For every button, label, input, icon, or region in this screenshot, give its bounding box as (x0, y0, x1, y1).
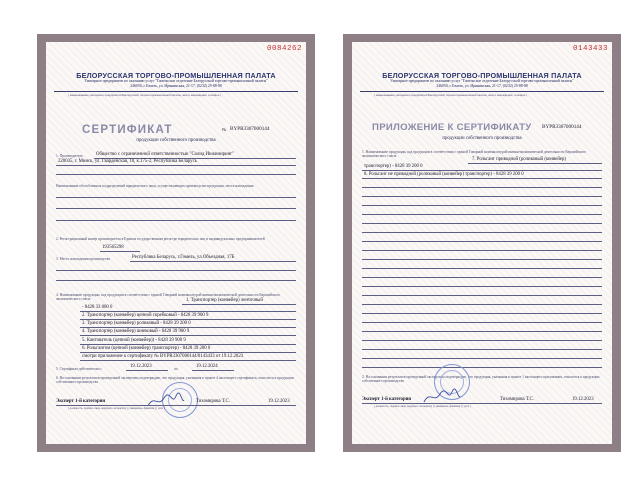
org-caption: ( наименование унитарного предприятия Белорусской торгово-промышленной палаты, место нахождения, телефон ) (68, 93, 222, 97)
blank-line-15 (362, 313, 602, 314)
appendix-item-8: 8. Рольганг не приводной (роликовый (конвейер) транспортер) - 8428 39 200 0 (364, 172, 524, 177)
blank-line-21 (362, 367, 602, 368)
appendix-line-1 (468, 163, 602, 164)
producer-address: 220035, г. Минск, ул. Гвардейская, 10, к.175-2, Республика Беларусь (58, 159, 197, 164)
blank-line-2 (56, 197, 296, 198)
appendix-item-7-code: транспортер) - 8428 39 200 0 (364, 164, 423, 169)
production-location: Республика Беларусь, г.Гомель, ул.Объездная, 17Б (132, 255, 235, 260)
blank-line-6 (362, 232, 602, 233)
producer-name: Общество с ограниченной ответственностью "Солид Инжиниринг" (96, 152, 235, 157)
certificate-title: СЕРТИФИКАТ (82, 124, 173, 136)
certificate-paper (46, 42, 306, 444)
serial-number: 0143433 (572, 45, 608, 53)
section-3-label: 3. Место нахождения производства (56, 257, 110, 261)
product-line-4 (80, 335, 296, 336)
product-item-5: 5. Кантователь (цепной (конвейер)) - 8428 39 900 9 (82, 338, 186, 343)
unitary-address: 246050, г.Гомель, ул. Ирининская, 21-17, (0232) 25-88-88 (436, 83, 528, 88)
blank-line-19 (362, 349, 602, 350)
signature-caption: ( должность, подпись лица, ведущего экспертизу ) ( инициалы, фамилия ) ( дата ) (68, 407, 165, 410)
blank-line-4 (56, 220, 296, 221)
product-item-1: 1. Транспортер (конвейер) ленточный (186, 298, 263, 303)
appendix-number: BYPR3307000144 (542, 124, 582, 130)
expert-date: 19.12.2023 (572, 397, 594, 402)
product-item-6: 6. Рольгангом (цепной (конвейер) транспортер) - 8428 39 200 0 (82, 346, 211, 351)
product-line-2 (80, 319, 296, 320)
section-2-label: 2. На основании результатов проведенной экспертизы подтверждаю, что продукция, указанная в пункте 1 настоящего приложения, относится к продукции собственного производства (362, 375, 600, 384)
blank-line-3 (362, 205, 602, 206)
signature-line (362, 403, 602, 404)
header-rule (360, 91, 604, 92)
header-rule (54, 91, 298, 92)
appendix-item-7: 7. Рольганг приводной (роликовый (конвейер) (472, 157, 567, 162)
blank-line-14 (362, 304, 602, 305)
unitary-enterprise (50, 79, 302, 88)
product-line-6 (80, 352, 296, 353)
registration-number: 193565298 (102, 245, 124, 250)
section-5-label: 5. Сертификат действителен с (56, 367, 102, 371)
section-1-label: 1. Производитель (56, 154, 83, 158)
expert-name: Тихомирова Т.С. (500, 397, 534, 402)
section-6-label: 6. На основании результатов проведенной экспертизы подтверждаю, что продукция, указанная в пункте 4 настоящего сертификата, относится к продукции собственного производства (56, 376, 294, 385)
registration-line (100, 251, 140, 252)
appendix-line-3 (362, 178, 602, 179)
product-item-4: 4. Транспортер (конвейер) шнековый - 8428 39 900 9 (82, 329, 190, 334)
appendix-subtitle: продукции собственного производства (442, 136, 522, 141)
blank-line-18 (362, 340, 602, 341)
product-item-1-code: - 8428 33 000 0 (82, 305, 113, 310)
blank-line-9 (362, 259, 602, 260)
number-label: № (222, 127, 227, 132)
expert-position: Эксперт 1-й категории (56, 399, 106, 404)
signature-caption: ( должность, подпись лица, ведущего экспертизу ) ( инициалы, фамилия ) ( дата ) (374, 405, 471, 408)
org-caption: ( наименование унитарного предприятия Белорусской торгово-промышленной палаты, место нахождения, телефон ) (374, 93, 528, 97)
section-4-label: 4. Наименование продукции, код продукции в соответствии с единой Товарной номенклатурой внешнеэкономической деятельности Евразийского экономического союза (56, 293, 281, 302)
blank-line-10 (362, 268, 602, 269)
blank-line-17 (362, 331, 602, 332)
unitary-address: 246050, г.Гомель, ул. Ирининская, 21-17, (0232) 25-88-88 (130, 83, 222, 88)
section-1-caption: Наименование обособленных подразделений юридического лица, осуществляющих производство продукции, места нахождения (56, 184, 254, 188)
blank-line-16 (362, 322, 602, 323)
blank-line-1 (362, 187, 602, 188)
valid-from-line (126, 370, 168, 371)
unitary-enterprise (356, 79, 608, 88)
unitary-name: Унитарное предприятие по оказанию услуг "Гомельское отделение Белорусской торгово-промышленной палаты" (390, 79, 574, 83)
appendix-line-2 (362, 170, 602, 171)
blank-line-20 (362, 358, 602, 359)
valid-to-line (192, 370, 234, 371)
product-item-2: 2. Транспортер (конвейер) цепной скребковый - 8428 39 900 9 (82, 313, 209, 318)
expert-position: Эксперт 1-й категории (362, 397, 412, 402)
valid-to-label: по (174, 367, 178, 371)
expert-name: Тихомирова Т.С. (196, 399, 230, 404)
blank-line-7 (362, 241, 602, 242)
serial-number: 0084262 (266, 45, 302, 53)
product-line-1 (182, 304, 296, 305)
appendix-title: ПРИЛОЖЕНИЕ К СЕРТИФИКАТУ (372, 122, 532, 133)
chamber-name: БЕЛОРУССКАЯ ТОРГОВО-ПРОМЫШЛЕННАЯ ПАЛАТА (382, 71, 582, 80)
unitary-name: Унитарное предприятие по оказанию услуг "Гомельское отделение Белорусской торгово-промышленной палаты" (84, 79, 268, 83)
section-2-label: 2. Регистрационный номер производителя в Едином государственном регистре юридических лиц и индивидуальных предпринимателей (56, 237, 265, 241)
blank-line-11 (362, 277, 602, 278)
blank-line-12 (362, 286, 602, 287)
location-line (130, 261, 296, 262)
appendix-paper (352, 42, 612, 444)
product-line-3 (80, 327, 296, 328)
blank-line-8 (362, 250, 602, 251)
valid-to: 19.12.2024 (196, 364, 218, 369)
chamber-name: БЕЛОРУССКАЯ ТОРГОВО-ПРОМЫШЛЕННАЯ ПАЛАТА (76, 71, 276, 80)
product-line-1b (80, 311, 296, 312)
blank-line-5 (56, 270, 296, 271)
product-line-5 (80, 344, 296, 345)
certificate-subtitle: продукции собственного производства (136, 138, 216, 143)
appendix-sheet (343, 34, 621, 452)
section-1-label: 1. Наименование продукции, код продукции в соответствии с единой Товарной номенклатурой внешнеэкономической деятельности Евразийского экономического союза (362, 150, 587, 159)
appendix-reference: смотри приложение к сертификату № BYPR3307000144/0143433 от 19.12.2023 (82, 354, 244, 359)
address-line (56, 165, 296, 166)
certificate-sheet (37, 34, 315, 452)
signature-line (56, 405, 296, 406)
blank-line-4 (362, 214, 602, 215)
valid-from: 19.12.2023 (130, 364, 152, 369)
blank-line-3 (56, 208, 296, 209)
blank-line-13 (362, 295, 602, 296)
product-item-3: 3. Транспортер (конвейер) роликовый - 8428 39 200 0 (82, 321, 191, 326)
product-line-7 (80, 360, 296, 361)
certificate-number: BYPR3307000144 (230, 126, 270, 132)
blank-line-1 (56, 174, 296, 175)
blank-line-2 (362, 196, 602, 197)
blank-line-5 (362, 223, 602, 224)
blank-line-6 (56, 280, 296, 281)
expert-date: 19.12.2023 (268, 399, 290, 404)
